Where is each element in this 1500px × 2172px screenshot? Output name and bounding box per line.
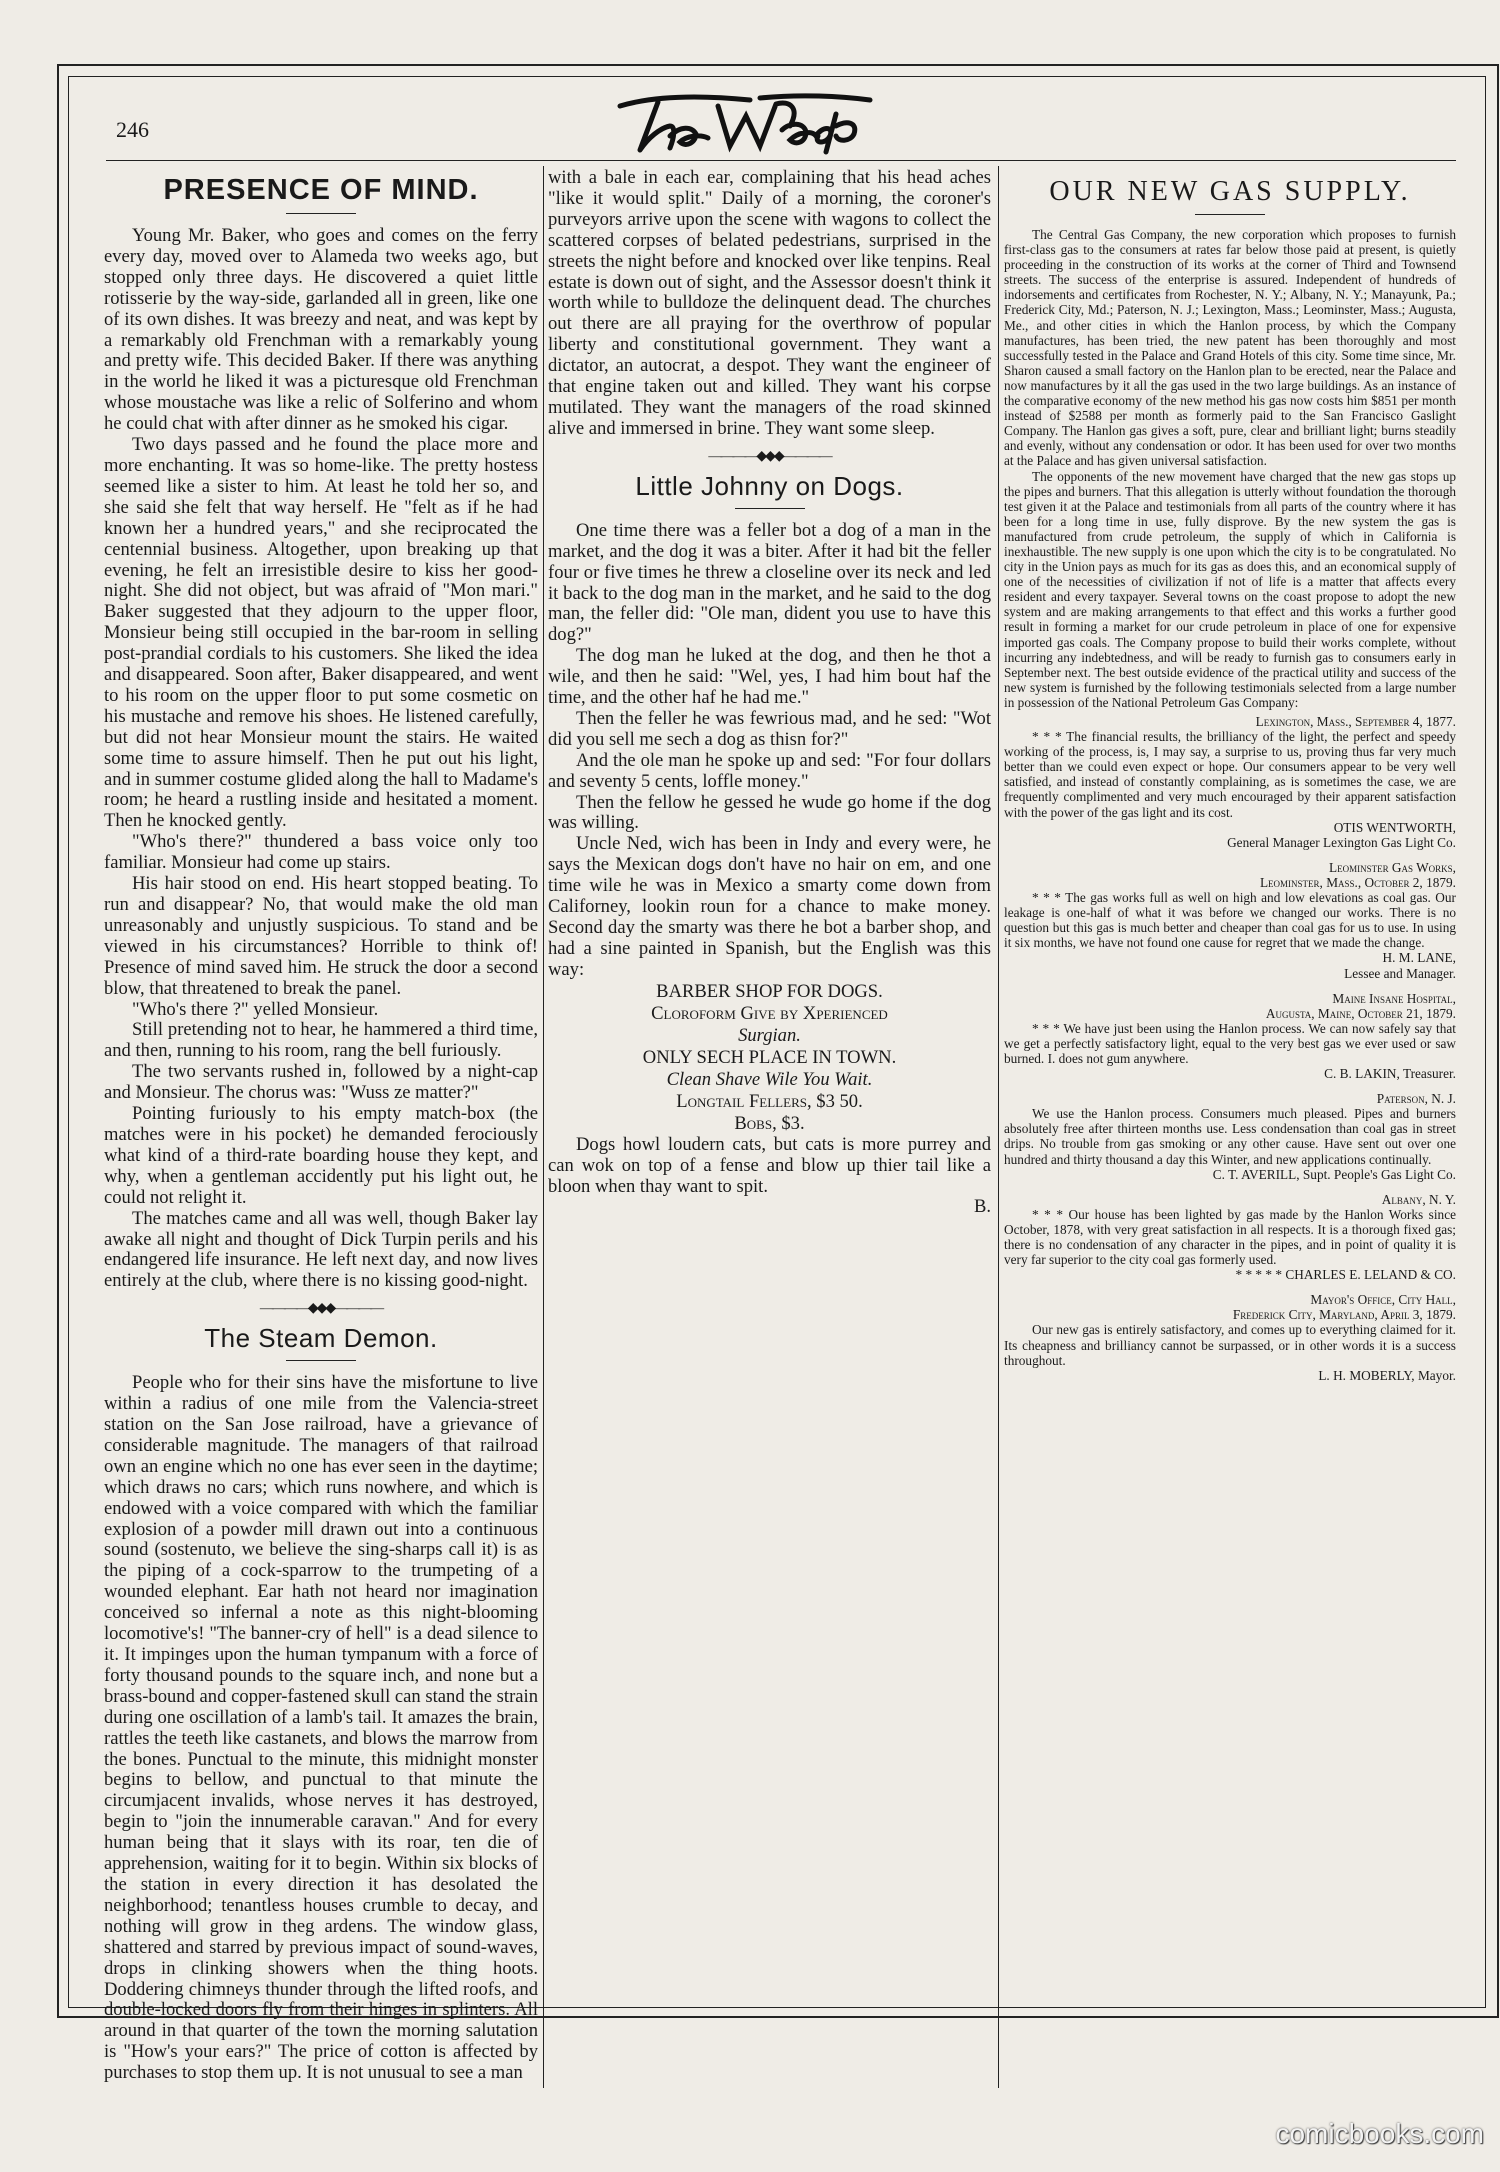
- testimonial-signature: OTIS WENTWORTH,: [1333, 819, 1456, 835]
- article-paragraph: Then the feller he was fewrious mad, and he sed: "Wot did you sell me sech a dog as thisn for?": [548, 707, 991, 750]
- testimonial-heading: Maine Insane Hospital,: [1332, 990, 1456, 1006]
- testimonial-body: Our new gas is entirely satisfactory, and comes up to everything claimed for it. Its cheapness and brilliancy cannot be surpassed, or in other words it is a success throughout.: [1004, 1322, 1456, 1368]
- testimonial-body: * * * Our house has been lighted by gas made by the Hanlon Works since October, 1878, with very great satisfaction in all respects. It is a thorough fixed gas; there is no condensation of any character in the pipes, and in point of quality it is very far superior to the city coal gas formerly used.: [1004, 1206, 1456, 1268]
- article-paragraph: Uncle Ned, wich has been in Indy and every were, he says the Mexican dogs don't have no hair on em, and one time wile he was in Mexico a smarty come down from Californey, lookin roun for a chance to make money. Second day the smarty was there he bot a barber shop, and had a sine painted in Spanish, but the English was this way:: [548, 833, 991, 980]
- testimonial-dateline: Augusta, Maine, October 21, 1879.: [1265, 1005, 1456, 1021]
- testimonial-signature: * * * * * CHARLES E. LELAND & CO.: [1235, 1267, 1456, 1283]
- barber-sign-line: Cloroform Give by Xperienced: [651, 1002, 888, 1024]
- page-number: 246: [116, 117, 149, 142]
- testimonial-heading: Leominster Gas Works,: [1328, 859, 1456, 875]
- author-signature: B.: [973, 1196, 991, 1218]
- barber-sign-line: Surgian.: [738, 1024, 801, 1046]
- headline-rule: [286, 213, 356, 214]
- article-paragraph: The dog man he luked at the dog, and then he thot a wile, and then he said: "Wel, yes, I had him bout haf the time, and the other haf he had me.": [548, 645, 991, 709]
- article-paragraph: The two servants rushed in, followed by a night-cap and Monsieur. The chorus was: "Wuss ze matter?": [104, 1061, 538, 1104]
- article-paragraph: Dogs howl loudern cats, but cats is more purrey and can wok on top of a fense and blow up thier tail like a bloon when thay want to spit.: [548, 1133, 991, 1197]
- testimonial-signature: L. H. MOBERLY, Mayor.: [1318, 1367, 1456, 1383]
- header-rule: [106, 160, 1456, 161]
- article-paragraph: The matches came and all was well, though Baker lay awake all night and thought of Dick Turpin perils and his endangered life insurance. He left next day, and now lives entirely at the club, where there is no kissing good-night.: [104, 1207, 538, 1292]
- testimonial-signature: H. M. LANE,: [1382, 950, 1456, 966]
- testimonial-heading: Mayor's Office, City Hall,: [1310, 1292, 1456, 1308]
- headline-rule: [1195, 214, 1265, 215]
- article-paragraph: Young Mr. Baker, who goes and comes on the ferry every day, moved over to Alameda two weeks ago, but stopped only three days. He discovered a quiet little rotisserie by the way-side, garlanded all in green, like one of its own dishes. It was breezy and neat, and was kept by a remarkably old Frenchman with a remarkably young and pretty wife. This decided Baker. If there was anything in the world he liked it was a picturesque old Frenchman whose moustache was like a relic of Solferino and whom he could chat with after dinner as he smoked his cigar.: [104, 225, 538, 435]
- testimonial-body: * * * The financial results, the brilliancy of the light, the perfect and speedy working of the process, is, I may say, a surprise to us, proving thus far very much better than we could even expect or hope. Our consumers appear to be very well satisfied, and instead of constantly complaining, as is sometimes the case, we are frequently complimented and very much encouraged by their apparent satisfaction with the power of the gas light and its cost.: [1004, 729, 1456, 820]
- column-rule: [543, 166, 544, 2088]
- testimonial-body: * * * The gas works full as well on high and low elevations as coal gas. Our leakage is one-half of what it was before we changed our works. There is no question but this gas is much better and cheaper than coal gas for us to use. In using it six months, we have not found one cause for regret that we made the change.: [1004, 890, 1456, 951]
- barber-sign-line: ONLY SECH PLACE IN TOWN.: [642, 1046, 897, 1068]
- site-watermark: comicbooks.com: [1275, 2118, 1484, 2149]
- article-headline-steam: The Steam Demon.: [204, 1323, 438, 1354]
- article-headline-presence: PRESENCE OF MIND.: [163, 174, 479, 206]
- column-1: [104, 168, 538, 2088]
- testimonial-signature: Lessee and Manager.: [1344, 965, 1456, 981]
- column-3: [1004, 168, 1456, 2088]
- testimonial-heading: Paterson, N. J.: [1376, 1091, 1456, 1107]
- article-paragraph: "Who's there ?" yelled Monsieur.: [132, 998, 379, 1020]
- testimonial-heading: Albany, N. Y.: [1381, 1191, 1456, 1207]
- barber-sign-line: Bobs, $3.: [734, 1112, 805, 1134]
- column-rule: [998, 166, 999, 2088]
- column-2: [548, 168, 991, 2088]
- barber-sign-line: BARBER SHOP FOR DOGS.: [656, 980, 883, 1002]
- testimonial-dateline: Leominster, Mass., October 2, 1879.: [1259, 874, 1456, 890]
- article-paragraph: "Who's there?" thundered a bass voice only too familiar. Monsieur had come up stairs.: [104, 831, 538, 874]
- testimonial-signature: C. T. AVERILL, Supt. People's Gas Light Co.: [1212, 1166, 1456, 1182]
- testimonial-signature: C. B. LAKIN, Treasurer.: [1324, 1066, 1456, 1082]
- article-headline-gas: OUR NEW GAS SUPPLY.: [1049, 176, 1411, 207]
- headline-rule: [735, 508, 805, 509]
- section-ornament: ————◆◆◆————: [708, 448, 831, 464]
- article-paragraph: The opponents of the new movement have charged that the new gas stops up the pipes and burners. That this allegation is utterly without foundation the thorough test given it at the Palace and testimonials from all parts of the country where it has been for a long time in use, fully disprove. By the new system the gas is manufactured from crude petroleum, the supply of which in California is inexhaustible. The new supply is one upon which the city is to be congratulated. No city in the Union pays as much for its gas as does this, and an economical supply of one of the necessities of civilization if not of life is a matter that affects every resident and every taxpayer. Several towns on the coast propose to adopt the new system and are making arrangements to that effect and this works a further good result in forming a market for our crude petroleum in place of one for expensive imported gas coals. The Company propose to build their works complete, without incurring any indebtedness, and will be ready to furnish gas to consumers early in September next. The best outside evidence of the practical utility and success of the new system is furnished by the following testimonials selected from a large number in possession of the National Petroleum Gas Company:: [1004, 468, 1456, 710]
- article-paragraph: Two days passed and he found the place more and more enchanting. It was so home-like. The pretty hostess seemed like a sister to him. At least he told her so, and she said she felt that way herself. He "felt as if he had known her a hundred years," and she reciprocated the centennial business. Altogether, upon breaking up that evening, he felt an irresistible desire to kiss her good-night. She did not object, but was afraid of "Mon mari." Baker suggested that they adjourn to the upper floor, Monsieur being still occupied in the bar-room in selling post-prandial cordials to his customers. She liked the idea and disappeared. Soon after, Baker disappeared, and went to his room on the upper floor to put some cosmetic on his mustache and remove his shoes. He listened carefully, but did not hear Monsieur mount the stairs. He waited some time to assure himself. Then he put out his light, and in summer costume glided along the hall to Madame's room; he heard a rustling inside and hesitated a moment. Then he knocked gently.: [104, 434, 538, 832]
- barber-sign-line: Longtail Fellers, $3 50.: [676, 1090, 863, 1112]
- article-paragraph: His hair stood on end. His heart stopped beating. To run and disappear? No, that would make the old man unreasonably and unjustly suspicious. To stand and be viewed in his circumstances? Horrible to think of! Presence of mind saved him. He struck the door a second blow, that threatened to break the panel.: [104, 873, 538, 999]
- article-paragraph: Still pretending not to hear, he hammered a third time, and then, running to his room, rang the bell furiously.: [104, 1019, 538, 1062]
- article-paragraph: Pointing furiously to his empty match-box (the matches were in his pocket) he demanded ferociously what kind of a third-rate boarding house they kept, and why, when a gentleman accidently put his light out, he could not relight it.: [104, 1103, 538, 1208]
- article-headline-dogs: Little Johnny on Dogs.: [635, 470, 904, 501]
- testimonial-signature: General Manager Lexington Gas Light Co.: [1227, 834, 1456, 850]
- article-paragraph: And the ole man he spoke up and sed: "For four dollars and seventy 5 cents, loffle money.": [548, 749, 991, 792]
- barber-sign-line: Clean Shave Wile You Wait.: [666, 1068, 873, 1090]
- testimonial-dateline: Frederick City, Maryland, April 3, 1879.: [1232, 1307, 1456, 1323]
- masthead-logo: [600, 86, 900, 158]
- article-paragraph: The Central Gas Company, the new corporation which proposes to furnish first-class gas to the consumers at rates far below those paid at present, is quietly proceeding in the construction of its works at the corner of Third and Townsend streets. The success of the enterprise is assured. Independent of hundreds of indorsements and certificates from Rochester, N. Y.; Albany, N. Y.; Manayunk, Pa.; Frederick City, Md.; Paterson, N. J.; Lexington, Mass.; Leominster, Mass.; Augusta, Me., and other cities in which the Hanlon process, by which the Company manufactures, has been tried, the new patent has been thoroughly and most successfully tested in the Palace and Grand Hotels of this city. Some time since, Mr. Sharon caused a small factory on the Hanlon plan to be erected, near the Palace and now manufactures by it all the gas used in the two large buildings. As an instance of the comparative economy of the new method his gas now costs him $851 per month instead of $2588 per month as formerly paid to the San Francisco Gaslight Company. The Hanlon gas gives a soft, pure, clear and brilliant light; burns steadily and evenly, without any condensation or odor. It has been used for over two months at the Palace and has given universal satisfaction.: [1004, 227, 1456, 469]
- article-paragraph-steam-continued: with a bale in each ear, complaining that his head aches "like it would split." Daily of a morning, the coroner's purveyors arrive upon the scene with wagons to collect the scattered corpses of belated pedestrians, surprised in the streets the night before and knocked over like tenpins. Real estate is down out of sight, and the Assessor doesn't think it worth while to bulldoze the delinquent dead. The churches out there are all praying for the overthrow of popular liberty and constitutional government. They want a dictator, an autocrat, a despot. They want the engineer of that engine taken out and killed. They want his corpse mutilated. They want the managers of the road skinned alive and immersed in brine. They want some sleep.: [548, 168, 991, 439]
- headline-rule: [286, 1360, 356, 1361]
- testimonial-body: * * * We have just been using the Hanlon process. We can now safely say that we get a perfectly satisfactory light, equal to the very best gas we ever used or saw burned. I. does not gum anywhere.: [1004, 1020, 1456, 1066]
- article-paragraph: One time there was a feller bot a dog of a man in the market, and the dog it was a biter. After it had bit the feller four or five times he threw a closeline over its neck and led it back to the dog man in the market, and he said to the dog man, the feller did: "Ole man, dident you use to have this dog?": [548, 519, 991, 646]
- testimonial-dateline: Lexington, Mass., September 4, 1877.: [1255, 714, 1456, 729]
- article-paragraph-steam: People who for their sins have the misfortune to live within a radius of one mile from the Valencia-street station on the San Jose railroad, have a grievance of considerable magnitude. The managers of that railroad own an engine which no one has ever seen in the daytime; which draws no cars; which runs nowhere, and which is endowed with a voice compared with which the familiar explosion of a powder mill drawn out into a continuous sound (sostenuto, we believe the sing-sharps call it) is as the piping of a cock-sparrow to the trumpeting of a wounded elephant. Ear hath not heard nor imagination conceived so infernal a note as this night-blooming locomotive's! "The banner-cry of hell" is a dead silence to it. It impinges upon the human tympanum with a force of forty thousand pounds to the square inch, and none but a brass-bound and copper-fastened skull can stand the strain during one oscillation of a lamb's tail. It amazes the brain, rattles the teeth like castanets, and blows the marrow from the bones. Punctual to the minute, this midnight monster begins to bellow, and punctual to that minute the circumjacent invalids, whose nerves it has destroyed, begin to "join the innumerable caravan." And for every human being that it slays with its roar, ten die of apprehension, waiting for it to begin. Within six blocks of the station in every direction it has desolated the neighborhood; tenantless houses crumble to decay, and nothing will grow in theg ardens. The window glass, shattered and starred by previous impact of sound-waves, drops in clinking showers when the thing hoots. Doddering chimneys thunder through the lifted roofs, and double-locked doors fly from their hinges in splinters. All around in that quarter of the town the morning salutation is "How's your ears?" The price of cotton is affected by purchases to stop them up. It is not unusual to see a man: [104, 1372, 538, 2084]
- article-paragraph: Then the fellow he gessed he wude go home if the dog was willing.: [548, 791, 991, 834]
- testimonial-body: We use the Hanlon process. Consumers much pleased. Pipes and burners absolutely free after thirteen months use. Less condensation than coal gas in street drips. No trouble from gas smoking or any other cause. Have sent out over one hundred and thirty thousand a day this Winter, and new applications continually.: [1004, 1106, 1456, 1167]
- section-ornament: ————◆◆◆————: [259, 1301, 383, 1317]
